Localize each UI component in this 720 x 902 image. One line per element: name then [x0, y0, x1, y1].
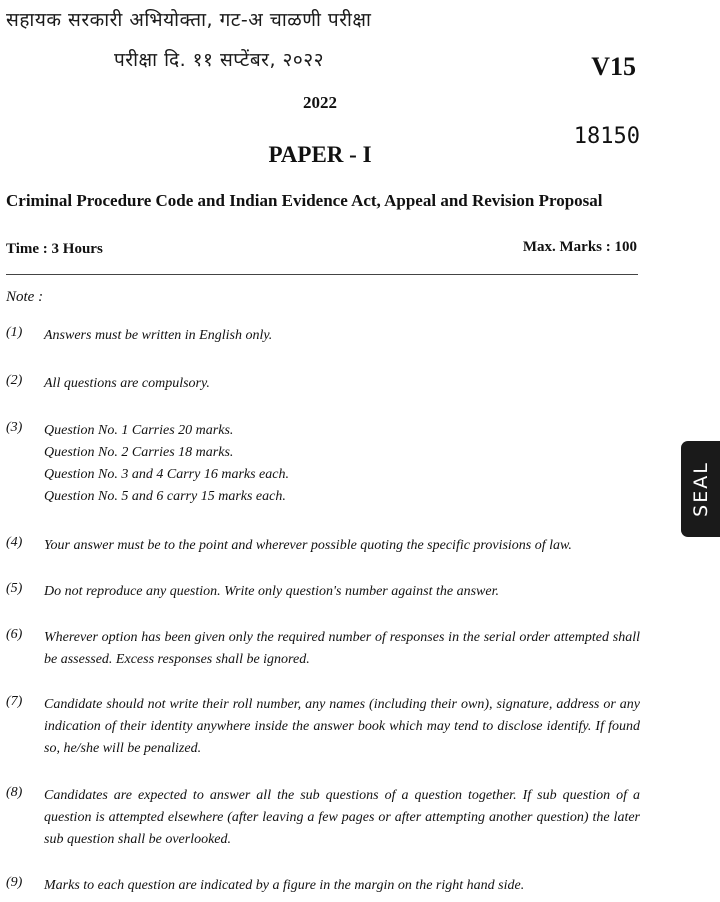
paper-title: PAPER - I — [268, 142, 372, 167]
time-allowed: Time : 3 Hours — [6, 241, 103, 257]
serial-number: 18150 — [573, 124, 640, 149]
exam-year: 2022 — [303, 93, 337, 112]
handwritten-exam-date: परीक्षा दि. ११ सप्टेंबर, २०२२ — [114, 49, 325, 71]
instruction-text: Answers must be written in English only. — [44, 328, 273, 343]
marks-line-q2: Question No. 2 Carries 18 marks. — [44, 445, 234, 460]
seal-tab — [681, 441, 720, 537]
instruction-number: (4) — [6, 535, 23, 550]
instruction-item — [6, 373, 640, 395]
instruction-number: (5) — [6, 581, 23, 596]
instruction-item — [6, 325, 640, 347]
instruction-text: All questions are compulsory. — [44, 376, 210, 391]
instruction-item — [6, 420, 640, 508]
subject-title: Criminal Procedure Code and Indian Evidence Act, Appeal and Revision Proposal — [6, 191, 603, 210]
instruction-number: (3) — [6, 420, 23, 435]
instruction-item — [6, 535, 640, 557]
instruction-number: (9) — [6, 875, 23, 890]
instruction-text: Wherever option has been given only the required number of responses in the serial order attempted shall be assessed. Excess responses shall be ignored. — [44, 630, 640, 667]
header-divider — [6, 274, 638, 275]
handwritten-exam-name: सहायक सरकारी अभियोक्ता, गट-अ चाळणी परीक्षा — [6, 9, 372, 31]
instruction-item — [6, 627, 640, 671]
instruction-text: Do not reproduce any question. Write only question's number against the answer. — [44, 584, 499, 599]
seal-label: SEAL — [689, 461, 712, 517]
note-heading: Note : — [6, 289, 44, 305]
instruction-text: Marks to each question are indicated by a figure in the margin on the right hand side. — [44, 878, 525, 893]
instruction-item — [6, 785, 640, 851]
instruction-number: (2) — [6, 373, 23, 388]
instruction-item — [6, 694, 640, 760]
max-marks: Max. Marks : 100 — [522, 239, 637, 255]
instruction-item — [6, 581, 640, 603]
instruction-number: (7) — [6, 694, 23, 709]
instruction-text: Candidates are expected to answer all the sub questions of a question together. If sub question of a question is attempted elsewhere (after leaving a few pages or after attempting another question) the later sub question shall be overlooked. — [44, 788, 640, 847]
instruction-text: Candidate should not write their roll number, any names (including their own), signature, address or any indication of their identity anywhere inside the answer book which may tend to disclose identify. If found so, he/she will be penalized. — [44, 697, 640, 756]
paper-code: V15 — [591, 52, 636, 81]
instruction-number: (1) — [6, 325, 23, 340]
marks-line-q3-q4: Question No. 3 and 4 Carry 16 marks each. — [44, 467, 289, 482]
instruction-number: (8) — [6, 785, 23, 800]
marks-line-q5-q6: Question No. 5 and 6 carry 15 marks each. — [44, 489, 286, 504]
instruction-number: (6) — [6, 627, 23, 642]
instruction-item — [6, 875, 640, 897]
marks-line-q1: Question No. 1 Carries 20 marks. — [44, 423, 234, 438]
instruction-text: Your answer must be to the point and wherever possible quoting the specific provisions of law. — [44, 538, 572, 553]
